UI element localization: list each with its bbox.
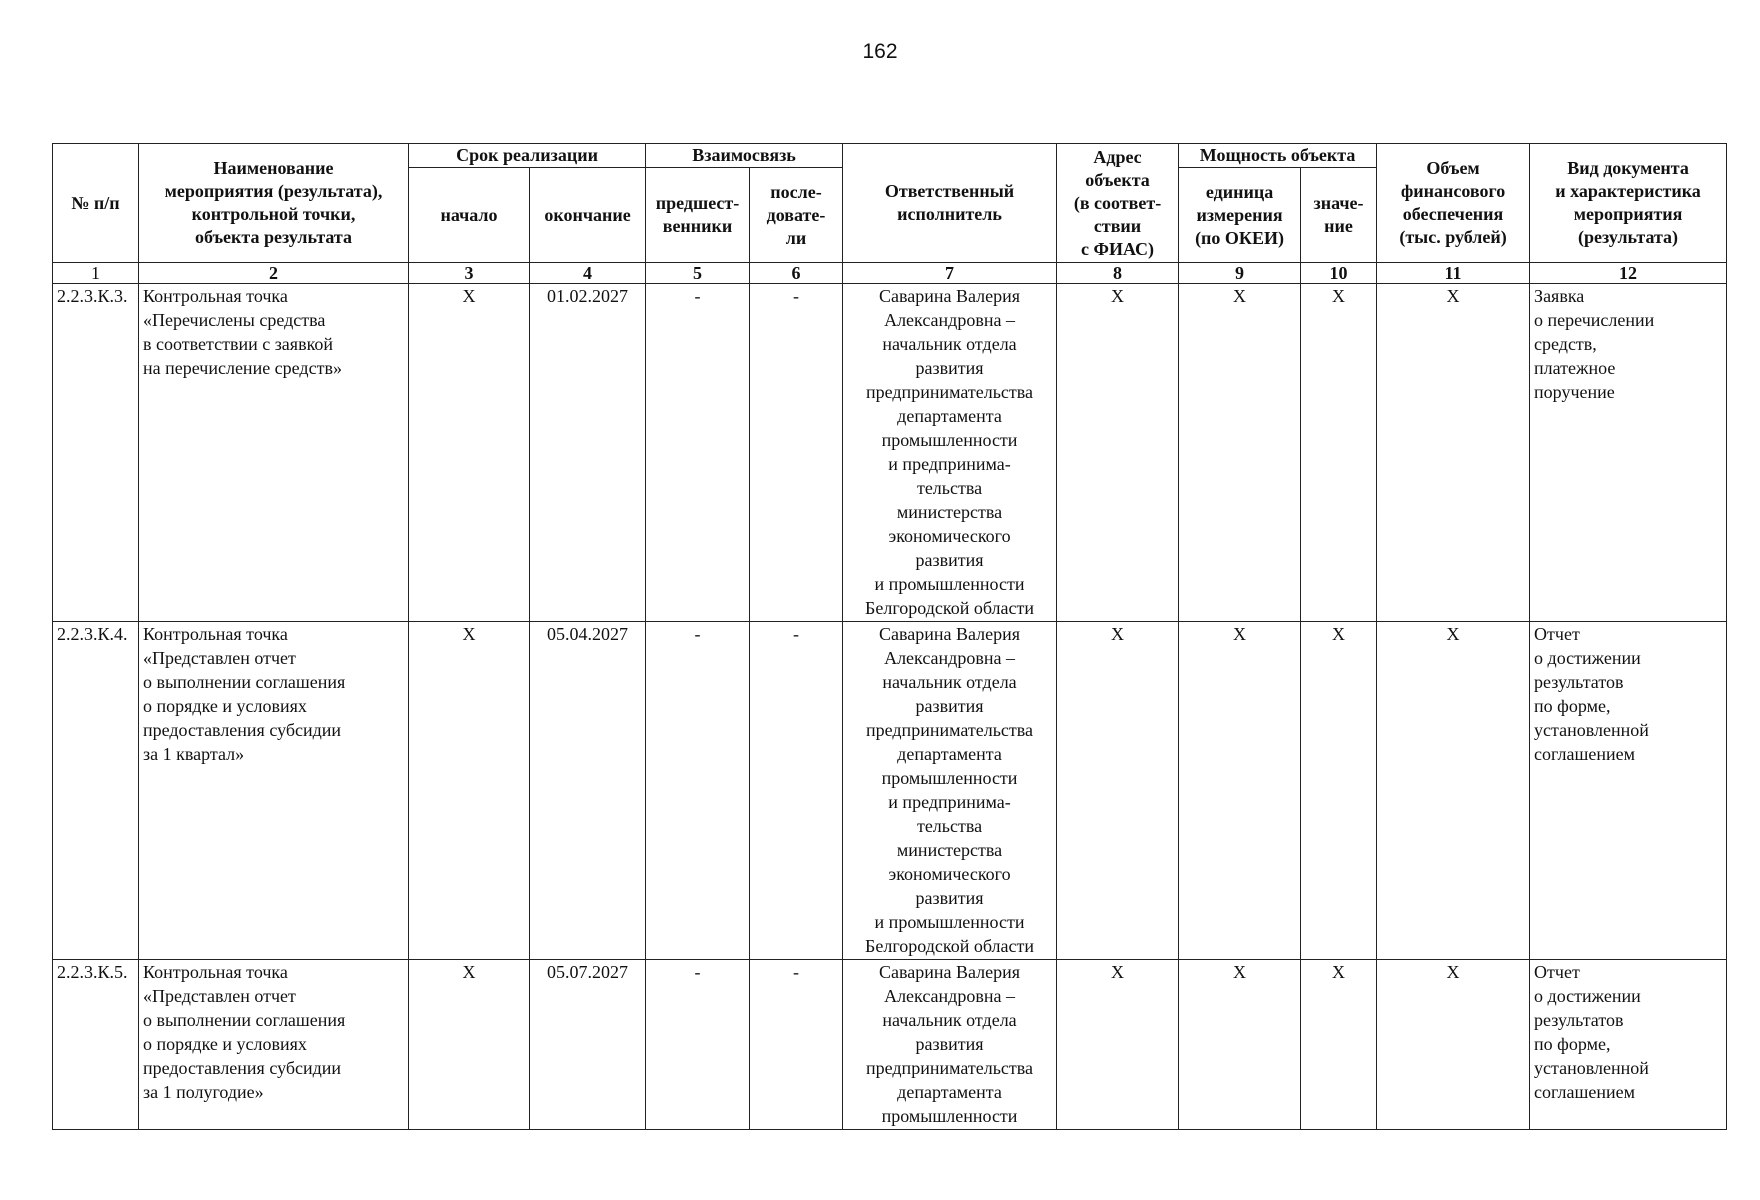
row-financing: X <box>1377 960 1530 1130</box>
row-unit: X <box>1179 960 1301 1130</box>
table-row <box>53 622 1727 960</box>
row-address: X <box>1057 622 1179 960</box>
row-financing: X <box>1377 622 1530 960</box>
column-number: 2 <box>139 263 409 284</box>
row-number: 2.2.3.К.4. <box>53 622 139 960</box>
row-address: X <box>1057 960 1179 1130</box>
row-predecessors: - <box>646 284 750 622</box>
header-address: Адрес объекта (в соответ- ствии с ФИАС) <box>1057 144 1179 263</box>
header-group-period: Срок реализации <box>409 144 646 168</box>
row-responsible: Саварина Валерия Александровна – начальник отдела развития предпринимательства департамента промышленности <box>843 960 1057 1130</box>
row-end: 05.07.2027 <box>530 960 646 1130</box>
row-successors: - <box>750 284 843 622</box>
column-number: 10 <box>1301 263 1377 284</box>
row-end: 05.04.2027 <box>530 622 646 960</box>
row-document: Отчет о достижении результатов по форме, установленной соглашением <box>1530 960 1727 1130</box>
column-number: 9 <box>1179 263 1301 284</box>
column-number: 7 <box>843 263 1057 284</box>
header-financing: Объем финансового обеспечения (тыс. рублей) <box>1377 144 1530 263</box>
column-number: 1 <box>53 263 139 284</box>
header-successors: после- довате- ли <box>750 168 843 263</box>
row-end: 01.02.2027 <box>530 284 646 622</box>
row-document: Заявка о перечислении средств, платежное поручение <box>1530 284 1727 622</box>
row-number: 2.2.3.К.5. <box>53 960 139 1130</box>
row-successors: - <box>750 960 843 1130</box>
row-predecessors: - <box>646 960 750 1130</box>
column-number: 6 <box>750 263 843 284</box>
row-number: 2.2.3.К.3. <box>53 284 139 622</box>
header-predecessors: предшест- венники <box>646 168 750 263</box>
column-number: 4 <box>530 263 646 284</box>
header-unit: единица измерения (по ОКЕИ) <box>1179 168 1301 263</box>
row-start: X <box>409 622 530 960</box>
header-end: окончание <box>530 168 646 263</box>
row-address: X <box>1057 284 1179 622</box>
column-number: 11 <box>1377 263 1530 284</box>
column-number: 3 <box>409 263 530 284</box>
header-document: Вид документа и характеристика мероприятия (результата) <box>1530 144 1727 263</box>
row-unit: X <box>1179 622 1301 960</box>
row-name: Контрольная точка «Представлен отчет о выполнении соглашения о порядке и условиях предоставления субсидии за 1 полугодие» <box>139 960 409 1130</box>
row-value: X <box>1301 622 1377 960</box>
table-row <box>53 960 1727 1130</box>
row-responsible: Саварина Валерия Александровна – начальник отдела развития предпринимательства департамента промышленности и предпринима- тельства министерства экономического развития и промышленности Белгородской области <box>843 284 1057 622</box>
row-value: X <box>1301 960 1377 1130</box>
implementation-plan-table <box>52 143 1727 1130</box>
row-financing: X <box>1377 284 1530 622</box>
header-group-link: Взаимосвязь <box>646 144 843 168</box>
row-responsible: Саварина Валерия Александровна – начальник отдела развития предпринимательства департамента промышленности и предпринима- тельства министерства экономического развития и промышленности Белгородской области <box>843 622 1057 960</box>
header-start: начало <box>409 168 530 263</box>
row-start: X <box>409 960 530 1130</box>
column-number: 8 <box>1057 263 1179 284</box>
header-responsible: Ответственный исполнитель <box>843 144 1057 263</box>
row-document: Отчет о достижении результатов по форме, установленной соглашением <box>1530 622 1727 960</box>
row-value: X <box>1301 284 1377 622</box>
row-name: Контрольная точка «Представлен отчет о выполнении соглашения о порядке и условиях предоставления субсидии за 1 квартал» <box>139 622 409 960</box>
row-predecessors: - <box>646 622 750 960</box>
row-unit: X <box>1179 284 1301 622</box>
header-value: значе- ние <box>1301 168 1377 263</box>
header-row-groups <box>53 144 1727 168</box>
header-group-capacity: Мощность объекта <box>1179 144 1377 168</box>
table-row <box>53 284 1727 622</box>
row-name: Контрольная точка «Перечислены средства в соответствии с заявкой на перечисление средств» <box>139 284 409 622</box>
row-start: X <box>409 284 530 622</box>
column-number: 5 <box>646 263 750 284</box>
header-num: № п/п <box>53 144 139 263</box>
column-number: 12 <box>1530 263 1727 284</box>
column-number-row <box>53 263 1727 284</box>
header-name: Наименование мероприятия (результата), контрольной точки, объекта результата <box>139 144 409 263</box>
page-number: 162 <box>862 40 898 63</box>
row-successors: - <box>750 622 843 960</box>
